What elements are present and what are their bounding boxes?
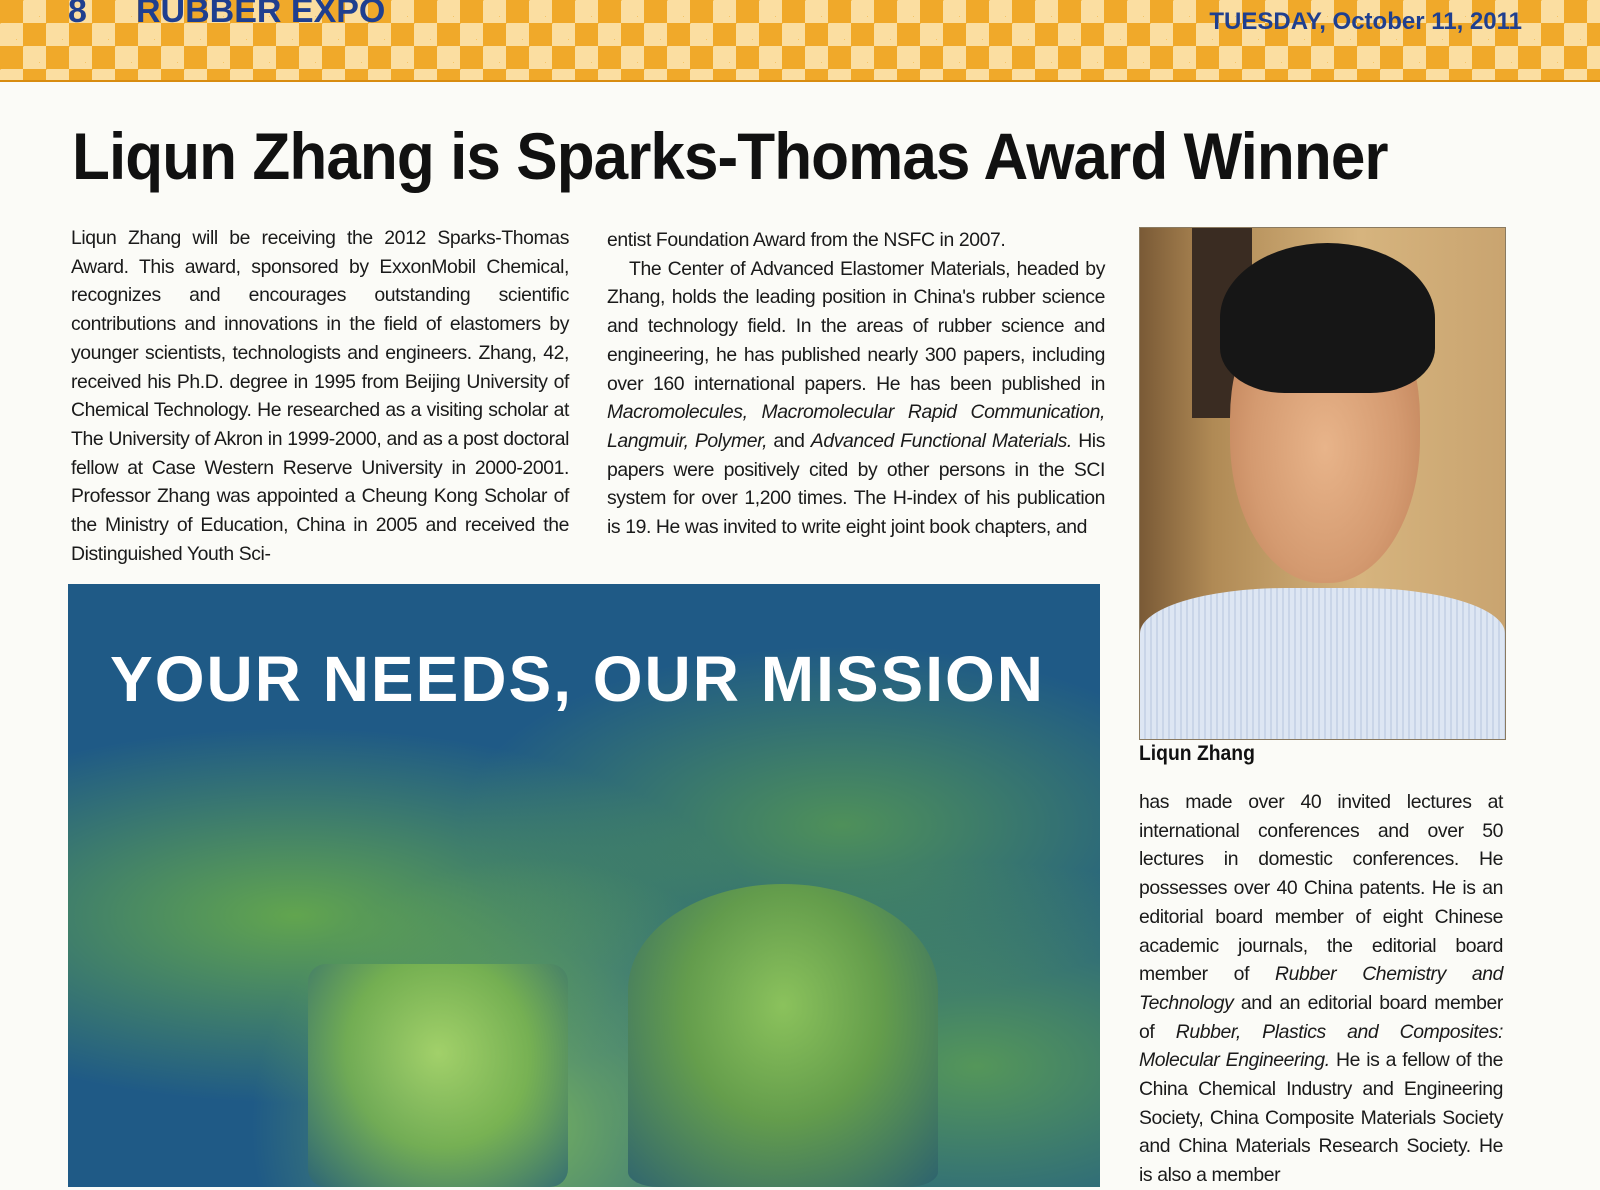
article-column-3: [1139, 788, 1503, 1190]
photo-caption: Liqun Zhang: [1139, 742, 1255, 765]
journal-title: Advanced Functional Materials.: [810, 429, 1072, 452]
photo-hair: [1220, 243, 1435, 393]
paragraph-text: and: [767, 429, 811, 452]
journal-titles: Macromolecules, Macromolecular Rapid Communication, Langmuir, Polymer,: [607, 401, 1105, 452]
article-column-2: [607, 226, 1105, 542]
paragraph-text: and an editorial board member of: [1139, 991, 1503, 1043]
article-column-1: [71, 224, 569, 568]
advertisement: [68, 584, 1100, 1187]
photo-shirt: [1140, 588, 1505, 739]
paragraph-text: His papers were positively cited by other persons in the SCI system for over 1,200 times. The H-index of his publication is 19. He was invited to write eight joint book chapters, and: [607, 429, 1106, 539]
journal-title: Rubber Chemistry and Technology: [1139, 963, 1503, 1014]
issue-date: TUESDAY, October 11, 2011: [1209, 8, 1522, 35]
page-number: 8: [68, 0, 87, 30]
article-paragraph: Liqun Zhang will be receiving the 2012 Sparks-Thomas Award. This award, sponsored by ExxonMobil Chemical, recognizes and encourages outstanding scientific contributions and innovations in the field of elastomers by younger scientists, technologists and engineers. Zhang, 42, received his Ph.D. degree in 1995 from Beijing University of Chemical Technology. He researched as a visiting scholar at The University of Akron in 1999-2000, and as a post doctoral fellow at Case Western Reserve University in 2000-2001. Professor Zhang was appointed a Cheung Kong Scholar of the Ministry of Education, China in 2005 and received the Distinguished Youth Sci-: [71, 227, 569, 565]
journal-title: Rubber, Plastics and Composites: Molecular Engineering.: [1139, 1020, 1503, 1072]
paragraph-text: The Center of Advanced Elastomer Materials, headed by Zhang, holds the leading position in China's rubber science and technology field. In the areas of rubber science and engineering, he has published nearly 300 papers, including over 160 international papers. He has been published in: [607, 257, 1105, 395]
page-banner: [0, 0, 1600, 82]
article-paragraph: [1139, 788, 1503, 1190]
ad-machine-image: [628, 884, 938, 1187]
section-title: RUBBER EXPO: [136, 0, 386, 30]
paragraph-text: He is a fellow of the China Chemical Industry and Engineering Society, China Composite Materials Society and China Materials Research Society. He is also a member: [1139, 1049, 1503, 1187]
article-headline: Liqun Zhang is Sparks-Thomas Award Winner: [72, 119, 1388, 193]
paragraph-text: has made over 40 invited lectures at international conferences and over 50 lectures in domestic conferences. He possesses over 40 China patents. He is an editorial board member of eight Chinese academic journals, the editorial board member of: [1139, 791, 1503, 986]
ad-headline: YOUR NEEDS, OUR MISSION: [110, 643, 1045, 715]
article-paragraph: entist Foundation Award from the NSFC in 2007.: [607, 229, 1006, 251]
ad-machine-image: [308, 964, 568, 1187]
portrait-photo: [1139, 227, 1506, 740]
article-paragraph: [607, 255, 1105, 542]
